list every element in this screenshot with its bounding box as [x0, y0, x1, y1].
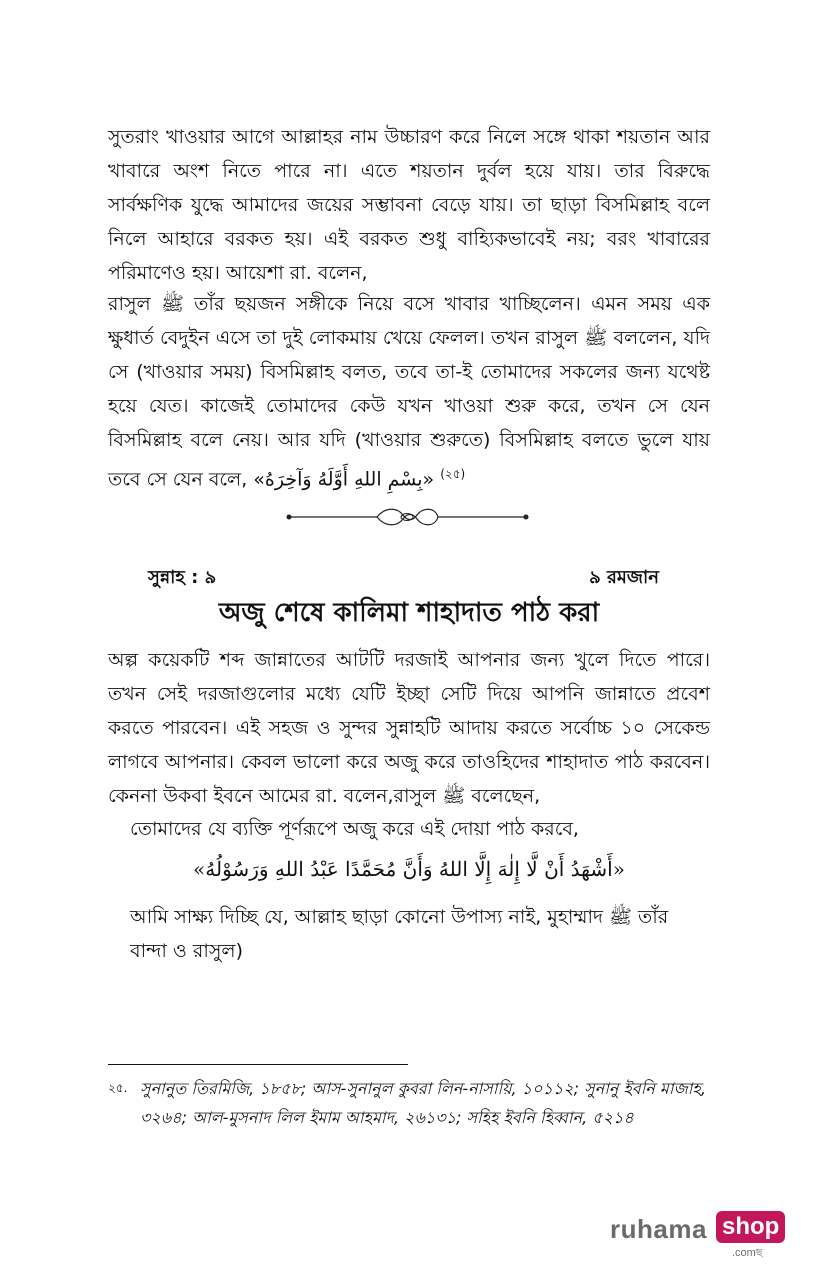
hadith-text: রাসুল ﷺ তাঁর ছয়জন সঙ্গীকে নিয়ে বসে খাবার খাচ্ছিলেন। এমন সময় এক ক্ষুধার্ত বেদুইন এসে তা দুই লোকমায় খেয়ে ফেলল। তখন রাসুল ﷺ বললেন, যদি সে (খাওয়ার সময়) বিসমিল্লাহ বলত, তবে তা-ই তোমাদের সকলের জন্য যথেষ্ট হয়ে যেত। কাজেই তোমাদের কেউ যখন খাওয়া শুরু করে, তখন সে যেন বিসমিল্লাহ বলে নেয়। আর যদি (খাওয়ার শুরুতে) বিসমিল্লাহ বলতে ভুলে যায় তবে সে যেন বলে, «بِسْمِ اللهِ أَوَّلَهُ وَآخِرَهُ» — [108, 293, 711, 491]
sunnah-number-label: সুন্নাহ : ৯ — [148, 567, 217, 588]
footnote — [108, 1074, 720, 1132]
arabic-dua: «أَشْهَدُ أَنْ لَّا إِلٰهَ إِلَّا اللهُ وَأَنَّ مُحَمَّدًا عَبْدُ اللهِ وَرَسُوْلُهُ» — [193, 857, 625, 881]
ruhamashop-logo — [610, 1208, 780, 1268]
date-label: ৯ রমজান — [589, 567, 659, 588]
dua-translation: আমি সাক্ষ্য দিচ্ছি যে, আল্লাহ ছাড়া কোনো উপাস্য নাই, মুহাম্মাদ ﷺ তাঁর বান্দা ও রাসুল) — [130, 906, 669, 962]
body-paragraph-1: সুতরাং খাওয়ার আগে আল্লাহর নাম উচ্চারণ করে নিলে সঙ্গে থাকা শয়তান আর খাবারে অংশ নিতে পারে না। এতে শয়তান দুর্বল হয়ে যায়। তার বিরুদ্ধে সার্বক্ষণিক যুদ্ধে আমাদের জয়ের সম্ভাবনা বেড়ে যায়। তা ছাড়া বিসমিল্লাহ বলে নিলে আহারে বরকত হয়। এই বরকত শুধু বাহ্যিকভাবেই নয়; বরং খাবারের পরিমাণেও হয়। আয়েশা রা. বলেন, — [108, 126, 710, 284]
footnote-text: সুনানুত তিরমিজি, ১৮৫৮; আস-সুনানুল কুবরা লিন-নাসায়ি, ১০১১২; সুনানু ইবনি মাজাহ, ৩২৬৪; আল-মুসনাদ লিল ইমাম আহমাদ, ২৬১৩১; সহিহ ইবনি হিব্বান, ৫২১৪ — [140, 1079, 706, 1127]
footnote-divider — [108, 1064, 408, 1065]
section-title: অজু শেষে কালিমা শাহাদাত পাঠ করা — [218, 598, 600, 628]
body-paragraph-2 — [108, 287, 710, 496]
logo-text-ruhama: ruhama — [610, 1214, 707, 1244]
logo-domain: .comছ — [732, 1247, 763, 1259]
footnote-number: ২৫. — [108, 1081, 128, 1095]
hadith-quote-intro: তোমাদের যে ব্যক্তি পূর্ণরূপে অজু করে এই দোয়া পাঠ করবে, — [130, 818, 579, 840]
body-paragraph-3: অল্প কয়েকটি শব্দ জান্নাতের আটটি দরজাই আপনার জন্য খুলে দিতে পারে। তখন সেই দরজাগুলোর মধ্যে যেটি ইচ্ছা সেটি দিয়ে আপনি জান্নাতে প্রবেশ করতে পারবেন। এই সহজ ও সুন্দর সুন্নাহটি আদায় করতে সর্বোচ্চ ১০ সেকেন্ড লাগবে আপনার। কেবল ভালো করে অজু করে তাওহিদের শাহাদাত পাঠ করবেন। কেননা উকবা ইবনে আমের রা. বলেন,রাসুল ﷺ বলেছেন, — [108, 649, 710, 807]
footnote-reference: (২৫) — [440, 467, 466, 481]
logo-text-shop: shop — [716, 1211, 785, 1243]
ornament-divider — [285, 505, 530, 529]
